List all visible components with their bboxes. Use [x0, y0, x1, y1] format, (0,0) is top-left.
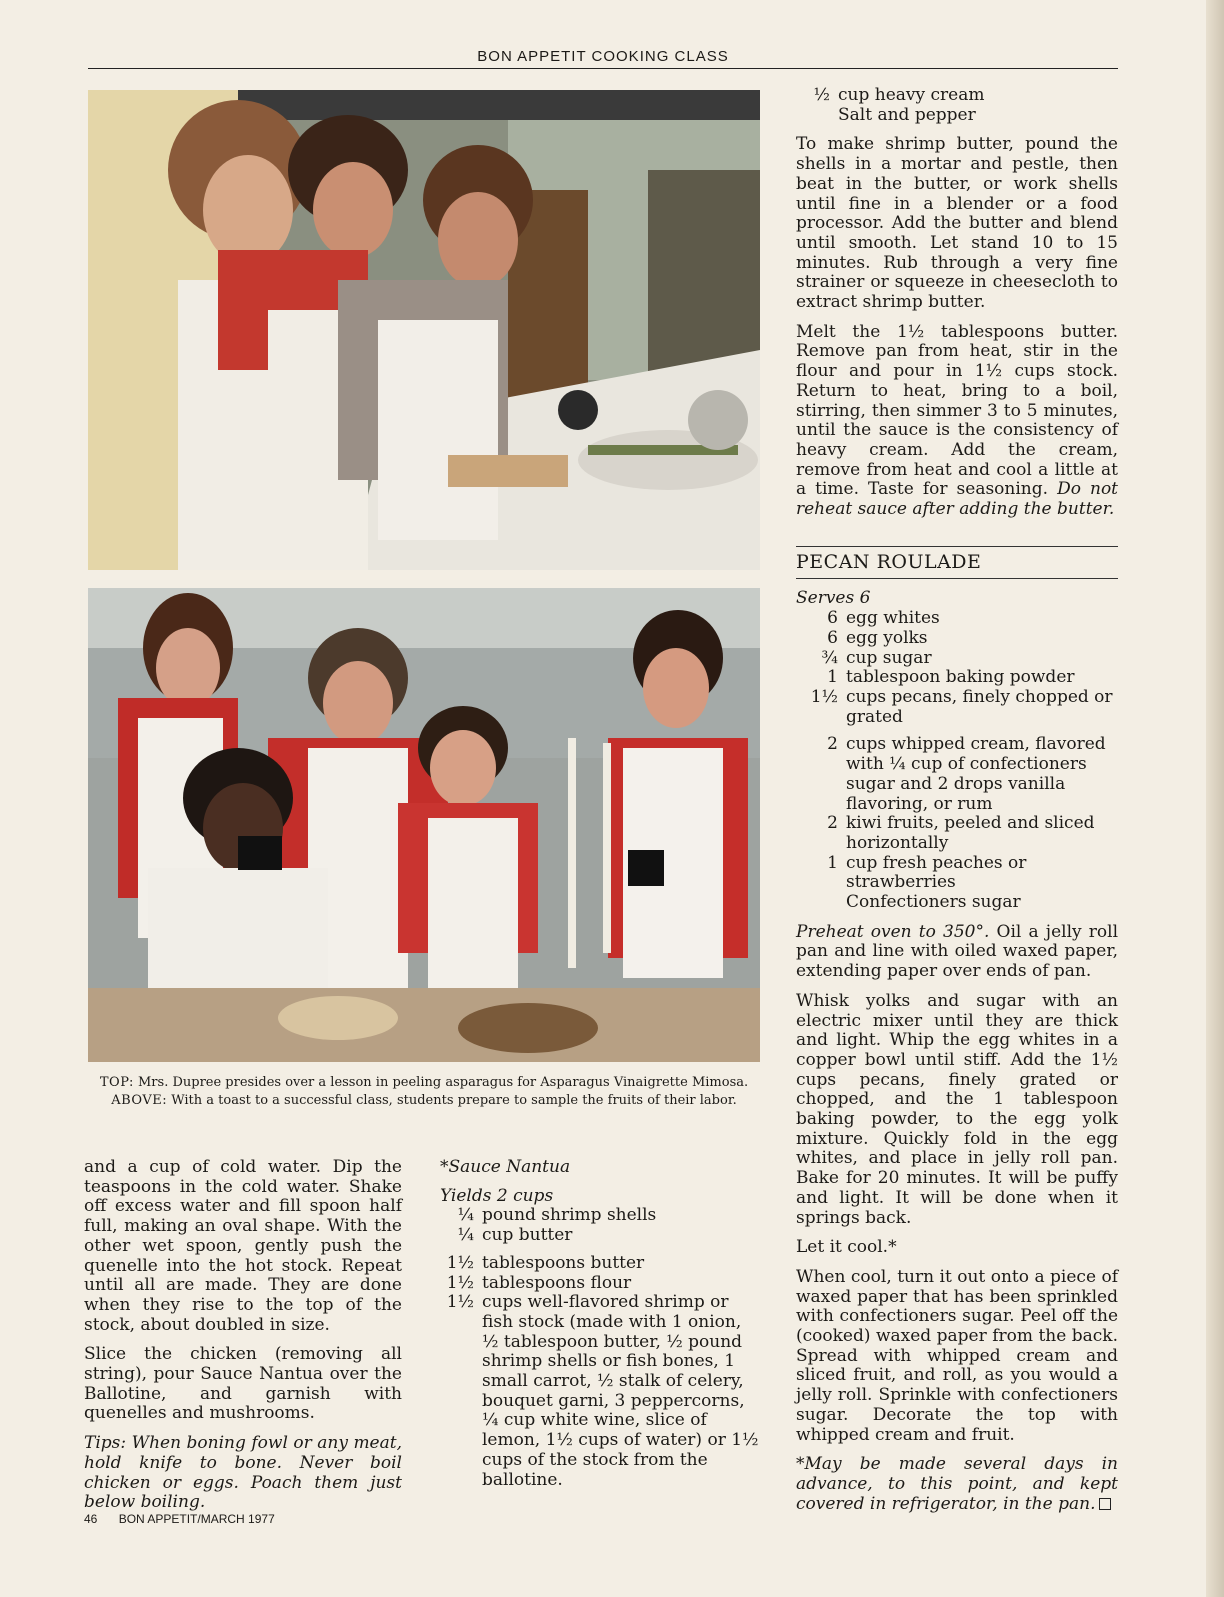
middle-column	[440, 1158, 762, 1490]
caption-top-line	[88, 1074, 760, 1092]
left-paragraph-2: Slice the chicken (removing all string), pour Sauce Nantua over the Ballotine, and garnish with quenelles and mushrooms.	[84, 1344, 402, 1424]
ingredient-qty: 1	[827, 667, 838, 688]
photo-asparagus-lesson	[88, 90, 760, 570]
sauce-method-text: Melt the 1½ tablespoons butter. Remove pan from heat, stir in the flour and pour in 1½ cups stock. Return to heat, bring to a boil, stirring, then simmer 3 to 5 minutes, until the sauce is the consistency of heavy cream. Add the cream, remove from heat and cool a little at a time. Taste for seasoning.	[796, 321, 1118, 500]
ingredient-qty: 6	[827, 627, 838, 648]
footnote-paragraph	[796, 1455, 1118, 1514]
preheat-italic: Preheat oven to 350°.	[796, 921, 990, 942]
sauce-yield: Yields 2 cups	[440, 1185, 554, 1206]
caption-top-label: TOP:	[99, 1075, 134, 1090]
ingredient-row	[796, 688, 1118, 727]
photo-class-toast	[88, 588, 760, 1062]
ingredient-qty: 1	[827, 852, 838, 873]
cool-paragraph: Let it cool.*	[796, 1237, 897, 1258]
caption-above-label: ABOVE:	[111, 1093, 168, 1108]
ingredient-qty: 1½	[810, 686, 838, 707]
ingredient-qty: ¼	[457, 1225, 474, 1246]
left-paragraph-1: and a cup of cold water. Dip the teaspoons in the cold water. Shake off excess water and fill spoon half full, making an oval shape. With the other wet spoon, gently push the quenelle into the hot stock. Repeat until all are made. They are done when they rise to the top of the stock, about doubled in size.	[84, 1157, 402, 1335]
left-column	[84, 1158, 402, 1523]
right-column	[796, 86, 1118, 1524]
ingredient-text: cups well-flavored shrimp or fish stock (made with 1 onion, ½ tablespoon butter, ½ pound shrimp shells or fish bones, 1 small carrot, ½ stalk of celery, bouquet garni, 3 peppercorns, ¼ cup white wine, slice of lemon, 1½ cups of water) or 1½ cups of the stock from the ballotine.	[482, 1292, 759, 1490]
ingredient-row	[796, 609, 1118, 629]
ingredient-qty: 6	[827, 608, 838, 629]
photo-caption	[88, 1074, 760, 1110]
pecan-roulade-title: PECAN ROULADE	[796, 550, 982, 573]
ingredient-qty: 2	[827, 813, 838, 834]
ingredient-text: cup butter	[482, 1225, 573, 1246]
spacer	[796, 530, 1118, 546]
ingredient-text: cup heavy cream	[838, 85, 985, 105]
ingredient-qty	[796, 106, 838, 126]
page-edge	[1206, 0, 1224, 1597]
ingredient-text: Salt and pepper	[838, 104, 976, 125]
ingredient-row	[796, 629, 1118, 649]
ingredient-text: egg whites	[846, 608, 940, 629]
roll-paragraph: When cool, turn it out onto a piece of waxed paper that has been sprinkled with confectioners sugar. Peel off the (cooked) waxed paper from the back. Spread with whipped cream and sliced fruit, and roll, as you would a jelly roll. Sprinkle with confectioners sugar. Decorate the top with whipped cream and fruit.	[796, 1266, 1118, 1445]
ingredient-qty: ½	[813, 85, 830, 105]
ingredient-row	[440, 1206, 762, 1226]
ingredient-row	[796, 649, 1118, 669]
caption-above-text: With a toast to a successful class, students prepare to sample the fruits of their labor.	[171, 1093, 737, 1108]
ingredient-text: tablespoons butter	[482, 1252, 645, 1273]
header-rule	[88, 68, 1118, 69]
sauce-nantua-title: *Sauce Nantua	[440, 1157, 571, 1177]
ingredient-qty: 1½	[446, 1252, 474, 1273]
ingredient-text: cup fresh peaches or strawberries	[846, 852, 1027, 893]
ingredient-row	[440, 1254, 762, 1274]
ingredient-text: kiwi fruits, peeled and sliced horizontally	[846, 813, 1095, 853]
ingredient-qty	[796, 893, 846, 913]
preheat-paragraph	[796, 923, 1118, 982]
ingredient-text: pound shrimp shells	[482, 1205, 657, 1226]
ingredient-row	[440, 1293, 762, 1490]
ingredient-row	[796, 854, 1118, 893]
ingredient-qty: 1½	[446, 1272, 474, 1293]
shrimp-butter-paragraph: To make shrimp butter, pound the shells in a mortar and pestle, then beat in the butter, or work shells until fine in a blender or a food processor. Add the butter and blend until smooth. Let stand 10 to 15 minutes. Rub through a very fine strainer or squeeze in cheesecloth to extract shrimp butter.	[796, 134, 1118, 313]
page-footer	[84, 1512, 293, 1526]
ingredient-qty: 1½	[446, 1292, 474, 1313]
ingredient-row	[796, 735, 1118, 814]
page-number: 46	[84, 1512, 98, 1526]
tips-paragraph: Tips: When boning fowl or any meat, hold knife to bone. Never boil chicken or eggs. Poach them just below boiling.	[84, 1433, 402, 1513]
ingredient-text: Confectioners sugar	[846, 892, 1021, 913]
running-header: BON APPETIT COOKING CLASS	[477, 48, 729, 65]
ingredient-row	[440, 1274, 762, 1294]
ingredient-text: cups pecans, finely chopped or grated	[846, 686, 1113, 727]
sauce-method-paragraph	[796, 323, 1118, 520]
ingredient-qty: ¾	[821, 647, 838, 668]
end-mark-icon	[1099, 1498, 1111, 1510]
ingredient-row	[796, 893, 1118, 913]
preheat-text: Oil a jelly roll pan and line with oiled waxed paper, extending paper over ends of pan.	[796, 921, 1119, 982]
ingredient-text: cup sugar	[846, 647, 932, 668]
ingredient-qty: 2	[827, 734, 838, 755]
caption-above-line	[88, 1092, 760, 1110]
ingredient-row	[796, 86, 1118, 106]
whisk-paragraph: Whisk yolks and sugar with an electric mixer until they are thick and light. Whip the egg whites in a copper bowl until stiff. Add the 1½ cups pecans, finely grated or chopped, and the 1 tablespoon baking powder, to the egg yolk mixture. Quickly fold in the egg whites, and place in jelly roll pan. Bake for 20 minutes. It will be puffy and light. It will be done when it springs back.	[796, 990, 1118, 1228]
serves-label: Serves 6	[796, 588, 871, 609]
sauce-warning: Do not reheat sauce after adding the butter.	[796, 479, 1119, 520]
ingredient-qty: ¼	[457, 1205, 474, 1226]
ingredient-row	[796, 814, 1118, 853]
ingredient-text: tablespoon baking powder	[846, 667, 1075, 688]
magazine-issue: BON APPETIT/MARCH 1977	[118, 1512, 275, 1526]
ingredient-row	[796, 106, 1118, 126]
ingredient-row	[440, 1226, 762, 1246]
ingredient-row	[796, 668, 1118, 688]
caption-top-text: Mrs. Dupree presides over a lesson in peeling asparagus for Asparagus Vinaigrette Mimosa.	[138, 1075, 749, 1090]
ingredient-text: cups whipped cream, flavored with ¼ cup of confectioners sugar and 2 drops vanilla flavoring, or rum	[846, 734, 1106, 814]
ingredient-text: egg yolks	[846, 627, 928, 648]
footnote-text: *May be made several days in advance, to this point, and kept covered in refrigerator, in the pan.	[796, 1454, 1118, 1514]
section-rule-bottom	[796, 578, 1118, 579]
ingredient-text: tablespoons flour	[482, 1272, 632, 1293]
